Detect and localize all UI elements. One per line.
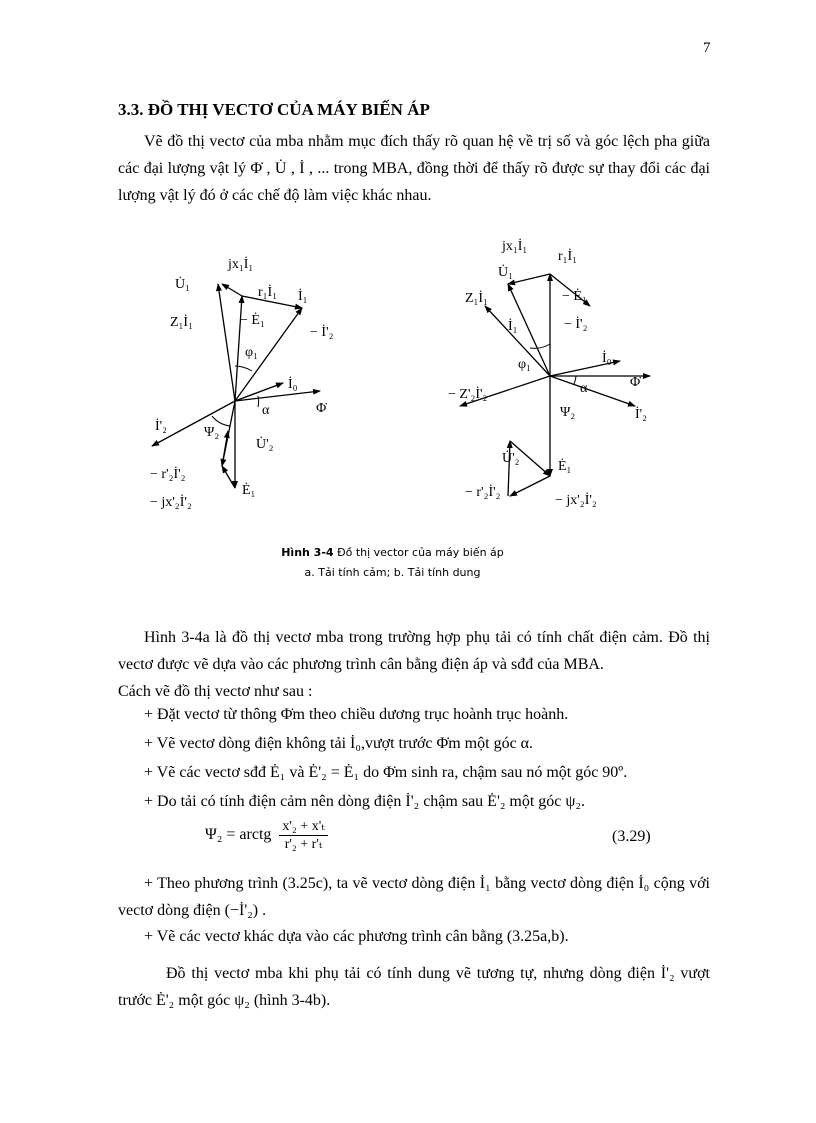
label-a-r2i2: − r'₂İ'₂ <box>150 467 186 482</box>
label-b-minus-z2i2: − Z'₂İ'₂ <box>448 387 488 402</box>
figure-caption-label: Hình 3-4 <box>281 546 334 559</box>
label-b-u2: U̇'₂ <box>502 451 520 466</box>
label-a-jx1i1: jx₁İ₁ <box>228 257 254 272</box>
step-2: + Vẽ vectơ dòng điện không tải İ₀,vượt trước Φ̇m một góc α. <box>144 735 534 752</box>
label-a-minus-i2: − İ'₂ <box>310 325 334 340</box>
step-1: + Đặt vectơ từ thông Φ̇m theo chiều dương trục hoành trục hoành. <box>144 706 569 723</box>
label-a-minus-e1: − Ė₁ <box>240 313 265 328</box>
label-a-psi2: Ψ₂ <box>204 425 220 440</box>
step-3: + Vẽ các vectơ sđđ Ė₁ và Ė'₂ = Ė₁ do Φ̇m sinh ra, chậm sau nó một góc 90º. <box>144 764 628 781</box>
equation-fraction <box>279 818 327 853</box>
equation-numerator: x'₂ + x'ₜ <box>279 818 327 836</box>
figure-caption <box>150 546 635 559</box>
label-a-alpha: α <box>262 403 270 418</box>
equation-number: (3.29) <box>612 828 651 845</box>
page-number: 7 <box>703 40 711 56</box>
vector-diagram-figure <box>130 226 660 526</box>
equation-lhs: Ψ₂ = arctg <box>205 826 272 844</box>
paragraph-2: Hình 3-4a là đồ thị vectơ mba trong trường hợp phụ tải có tính chất điện cảm. Đồ thị vectơ được vẽ dựa vào các phương trình cân bằng điện áp và sđđ của MBA. <box>118 629 710 673</box>
label-b-minus-i2: − İ'₂ <box>564 317 588 332</box>
label-a-u2: U̇'₂ <box>256 437 274 452</box>
label-a-z1i1: Z₁İ₁ <box>170 315 193 330</box>
step-5: + Theo phương trình (3.25c), ta vẽ vectơ dòng điện İ₁ bằng vectơ dòng điện İ₀ cộng với vectơ dòng điện (−İ'₂) . <box>118 875 710 919</box>
equation-denominator: r'₂ + r'ₜ <box>284 837 323 852</box>
label-b-alpha: α <box>580 381 588 396</box>
steps-intro: Cách vẽ đồ thị vectơ như sau : <box>118 683 313 700</box>
label-a-u1: U̇₁ <box>175 277 190 292</box>
label-b-phi1: φ₁ <box>518 357 531 372</box>
label-a-r1i1: r₁İ₁ <box>258 285 278 300</box>
step-6: + Vẽ các vectơ khác dựa vào các phương trình cân bằng (3.25a,b). <box>144 928 569 945</box>
label-b-psi2: Ψ₂ <box>560 405 576 420</box>
step-4: + Do tải có tính điện cảm nên dòng điện İ'₂ chậm sau Ė'₂ một góc ψ₂. <box>144 793 585 810</box>
label-b-r1i1: r₁İ₁ <box>558 249 578 264</box>
diagram-b <box>460 274 650 496</box>
label-b-i2: İ'₂ <box>635 407 648 422</box>
label-a-i1: İ₁ <box>298 289 308 304</box>
label-b-u1: U̇₁ <box>498 265 513 280</box>
intro-paragraph: Vẽ đồ thị vectơ của mba nhằm mục đích thấy rõ quan hệ về trị số và góc lệch pha giữa các đại lượng vật lý Φ̇ , U̇ , İ , ... trong MBA, đồng thời để thấy rõ được sự thay đổi các đại lượng vật lý đó ở các chế độ làm việc khác nhau. <box>118 133 710 204</box>
label-b-r2i2: − r'₂İ'₂ <box>465 485 501 500</box>
label-a-phi1: φ₁ <box>245 345 258 360</box>
label-a-e1: Ė₁ <box>242 483 256 498</box>
label-b-phi: Φ̇ <box>630 375 641 390</box>
label-b-i0: İ₀ <box>602 351 612 366</box>
diagram-a-labels <box>150 256 334 510</box>
label-a-i2: İ'₂ <box>155 419 168 434</box>
label-b-minus-e1: − Ė₁ <box>562 289 587 304</box>
label-b-z1i1: Z₁İ₁ <box>465 291 488 306</box>
paragraph-3: Đồ thị vectơ mba khi phụ tải có tính dung vẽ tương tự, nhưng dòng điện İ'₂ vượt trước Ė'₂ một góc ψ₂ (hình 3-4b). <box>118 965 710 1009</box>
figure-caption-sub: a. Tải tính cảm; b. Tải tính dung <box>304 566 481 579</box>
label-a-phi: Φ̇ <box>316 401 327 416</box>
figure-caption-text: Đồ thị vector của máy biến áp <box>337 546 504 559</box>
label-b-e1: Ė₁ <box>558 459 572 474</box>
label-a-i0: İ₀ <box>288 377 298 392</box>
label-b-jx2i2: − jx'₂İ'₂ <box>555 493 597 508</box>
equation-3-29 <box>205 818 328 853</box>
section-heading: 3.3. ĐỒ THỊ VECTƠ CỦA MÁY BIẾN ÁP <box>118 100 430 119</box>
label-b-i1: İ₁ <box>508 319 518 334</box>
label-a-jx2i2: − jx'₂İ'₂ <box>150 495 192 510</box>
label-b-jx1i1: jx₁İ₁ <box>502 239 528 254</box>
